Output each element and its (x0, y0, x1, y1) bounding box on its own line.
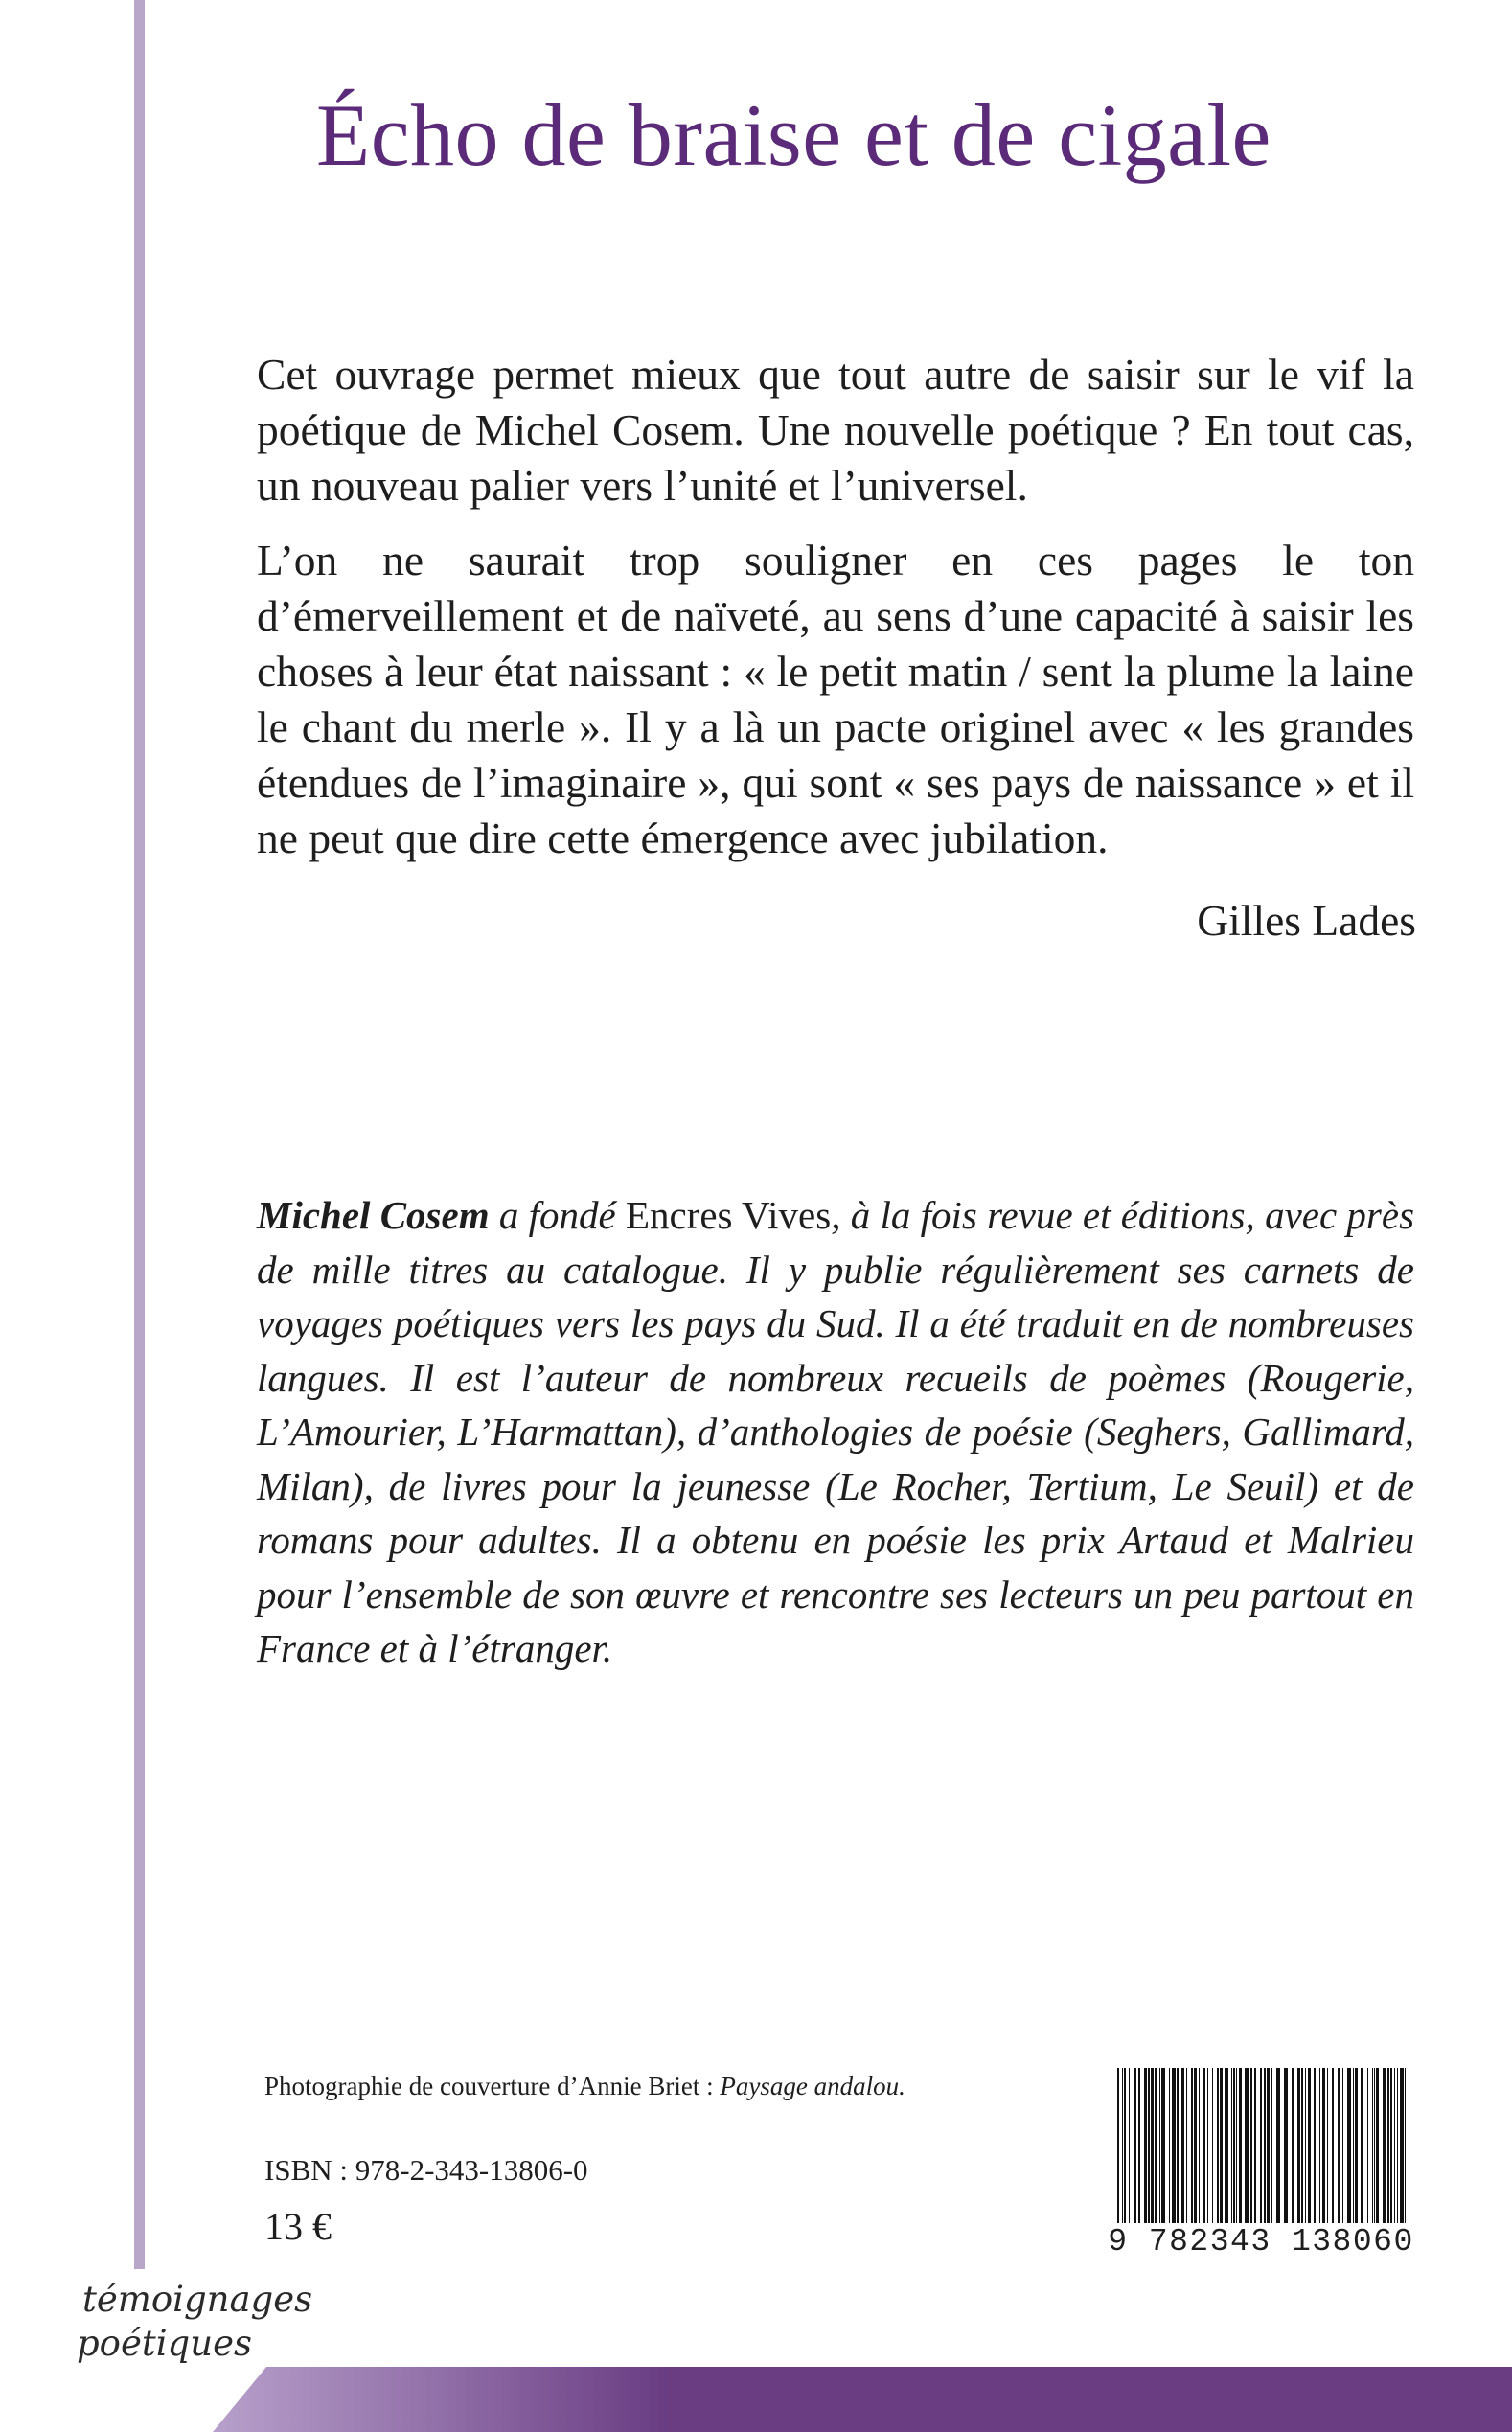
series-logo-line: témoignages (82, 2279, 313, 2320)
photo-credit-prefix: Photographie de couverture d’Annie Briet : (264, 2072, 721, 2100)
publication-name: Encres Vives (625, 1193, 832, 1237)
book-title: Écho de braise et de cigale (316, 86, 1271, 184)
blurb-paragraph: L’on ne saurait trop souligner en ces pages le ton d’émerveillement et de naïveté, au sens d’une capacité à saisir les choses à leur état naissant : « le petit matin / sent la plume la laine le chant du merle ». Il y a là un pacte originel avec « les grandes étendues de l’imaginaire », qui sont « ses pays de naissance » et il ne peut que dire cette émergence avec jubilation. (257, 536, 1414, 862)
isbn-text: ISBN : 978-2-343-13806-0 (264, 2153, 588, 2187)
price-text: 13 € (264, 2205, 332, 2248)
bottom-band-shape (213, 2367, 1512, 2432)
bio-text-part: , à la fois revue et éditions, avec près de mille titres au catalogue. Il y publie régulièrement ses carnets de voyages poétiques vers les pays du Sud. Il a été traduit en de nombreuses langues. Il est l’auteur de nombreux recueils de poèmes (Rougerie, L’Amourier, L’Harmattan), d’anthologies de poésie (Seghers, Gallimard, Milan), de livres pour la jeunesse (Le Rocher, Tertium, Le Seuil) et de romans pour adultes. Il a obtenu en poésie les prix Artaud et Malrieu pour l’ensemble de son œuvre et rencontre ses lecteurs un peu partout en France et à l’étranger. (257, 1193, 1415, 1670)
blurb-signature: Gilles Lades (1197, 896, 1416, 945)
blurb-paragraph: Cet ouvrage permet mieux que tout autre de saisir sur le vif la poétique de Michel Cosem. Une nouvelle poétique ? En tout cas, un nouveau palier vers l’unité et l’universel. (257, 350, 1414, 510)
barcode-digits: 9 782343 138060 (1108, 2224, 1414, 2260)
author-name: Michel Cosem (257, 1193, 490, 1237)
series-logo-line: poétiques (77, 2323, 252, 2364)
bio-text-part: a fondé (489, 1193, 626, 1237)
photo-credit-work: Paysage andalou. (720, 2072, 905, 2100)
